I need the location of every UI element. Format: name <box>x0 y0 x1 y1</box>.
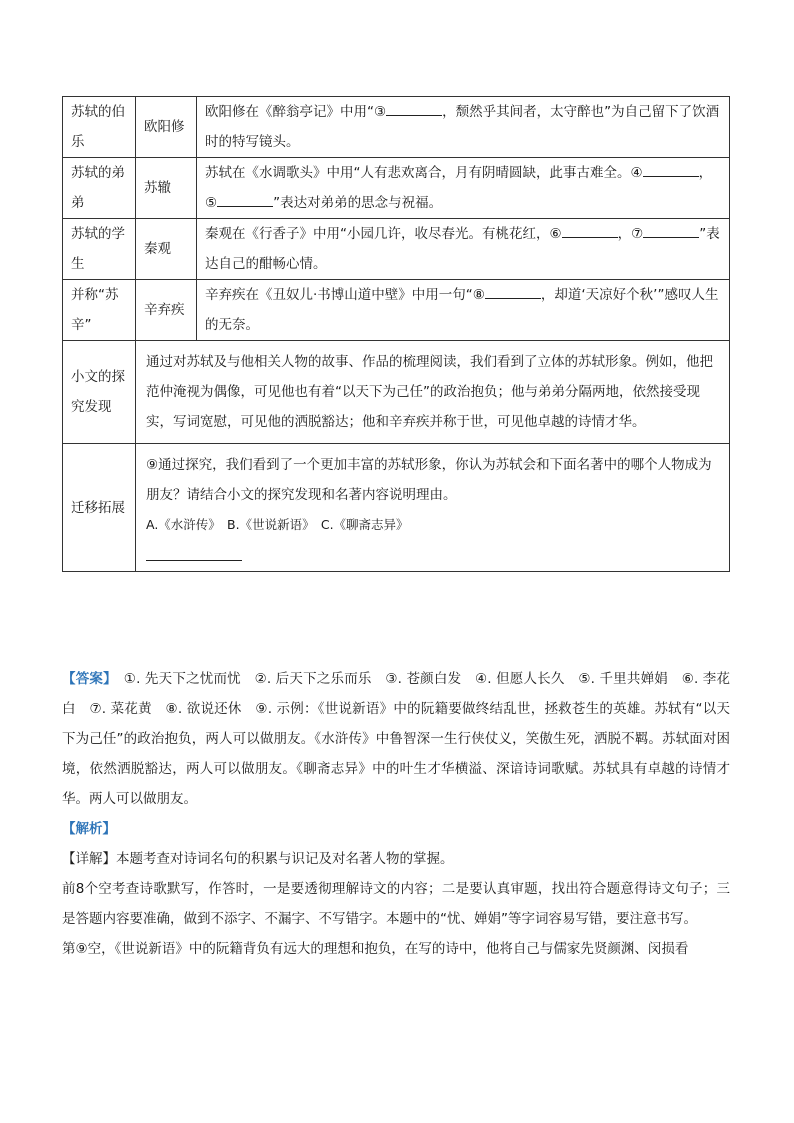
blank-5[interactable] <box>217 193 273 208</box>
content-cell <box>197 158 730 219</box>
content-cell <box>197 219 730 280</box>
person-cell: 辛弃疾 <box>136 280 197 341</box>
blank-6[interactable] <box>562 224 618 239</box>
table-row <box>63 158 730 219</box>
content-text: 秦观在《行香子》中用“小园几许，收尽春光。有桃花红，⑥ <box>205 226 562 242</box>
content-text: ”表达自己的酣畅心情。 <box>205 226 720 272</box>
relation-cell: 苏轼的弟弟 <box>63 158 136 219</box>
table-row <box>63 219 730 280</box>
relation-cell: 苏轼的学生 <box>63 219 136 280</box>
answer-tag: 【答案】 <box>62 671 111 687</box>
extension-options: A.《水浒传》 B.《世说新语》 C.《聊斋志异》 <box>146 517 409 532</box>
detail-text: 本题考查对诗词名句的积累与识记及对名著人物的掌握。 <box>116 851 454 867</box>
relation-cell: 苏轼的伯乐 <box>63 97 136 158</box>
su-shi-table <box>62 96 730 572</box>
extension-label: 迁移拓展 <box>63 444 136 572</box>
discovery-text: 通过对苏轼及与他相关人物的故事、作品的梳理阅读，我们看到了立体的苏轼形象。例如，他把范仲淹视为偶像，可见他也有着“以天下为己任”的政治抱负；他与弟弟分隔两地，依然接受现实，写词宽慰，可见他的洒脱豁达；他和辛弃疾并称于世，可见他卓越的诗情才华。 <box>136 341 730 444</box>
content-cell <box>197 280 730 341</box>
table-row <box>63 280 730 341</box>
answer-text: ①. 先天下之忧而忧 ②. 后天下之乐而乐 ③. 苍颜白发 ④. 但愿人长久 ⑤. 千里共婵娟 ⑥. 李花白 ⑦. 菜花黄 ⑧. 欲说还休 ⑨. 示例：《世说新语》中的阮籍要做终结乱世，拯救苍生的英雄。苏轼有“以天下为己任”的政治抱负，两人可以做朋友。《水浒传》中鲁智深一生行侠仗义，笑傲生死，洒脱不羁。苏轼面对困境，依然洒脱豁达，两人可以做朋友。《聊斋志异》中的叶生才华横溢、深谙诗词歌赋。苏轼具有卓越的诗情才华。两人可以做朋友。 <box>62 671 731 807</box>
discovery-label: 小文的探究发现 <box>63 341 136 444</box>
content-cell <box>197 97 730 158</box>
analysis-tag: 【解析】 <box>62 821 116 837</box>
analysis-heading <box>62 814 730 844</box>
content-text: ”表达对弟弟的思念与祝福。 <box>273 195 443 211</box>
analysis-paragraph: 第⑨空，《世说新语》中的阮籍背负有远大的理想和抱负，在写的诗中，他将自己与儒家先贤颜渊、闵损看 <box>62 941 689 957</box>
content-text: 辛弃疾在《丑奴儿·书博山道中壁》中用一句“⑧ <box>205 287 485 303</box>
blank-7[interactable] <box>643 224 699 239</box>
table-row <box>63 444 730 572</box>
relation-cell: 并称“苏辛” <box>63 280 136 341</box>
blank-3[interactable] <box>386 102 442 117</box>
person-cell: 秦观 <box>136 219 197 280</box>
table-row <box>63 97 730 158</box>
blank-8[interactable] <box>485 285 541 300</box>
answer-section <box>62 664 730 964</box>
detail-paragraph <box>62 844 730 874</box>
content-text: ，却道‘天凉好个秋’”感叹人生的无奈。 <box>205 287 719 333</box>
content-text: 苏轼在《水调歌头》中用“人有悲欢离合，月有阴晴圆缺，此事古难全。④ <box>205 165 643 181</box>
content-text: ，⑤ <box>205 165 713 211</box>
answer-blank-line[interactable] <box>146 544 242 561</box>
content-text: ，⑦ <box>617 226 644 242</box>
blank-4[interactable] <box>643 163 699 178</box>
content-text: ，颓然乎其间者，太守醉也”为自己留下了饮酒时的特写镜头。 <box>205 104 720 150</box>
analysis-paragraph: 前8个空考查诗歌默写，作答时，一是要透彻理解诗文的内容；二是要认真审题，找出符合题意得诗文句子；三是答题内容要准确，做到不添字、不漏字、不写错字。本题中的“忧、婵娟”等字词容易写错，要注意书写。 <box>62 881 730 927</box>
table-row <box>63 341 730 444</box>
content-text: 欧阳修在《醉翁亭记》中用“③ <box>205 104 387 120</box>
person-cell: 苏辙 <box>136 158 197 219</box>
person-cell: 欧阳修 <box>136 97 197 158</box>
extension-question: ⑨通过探究，我们看到了一个更加丰富的苏轼形象，你认为苏轼会和下面名著中的哪个人物成为朋友？请结合小文的探究发现和名著内容说明理由。 <box>146 457 712 503</box>
extension-cell <box>136 444 730 572</box>
answer-paragraph <box>62 664 730 814</box>
detail-tag: 【详解】 <box>62 851 116 867</box>
